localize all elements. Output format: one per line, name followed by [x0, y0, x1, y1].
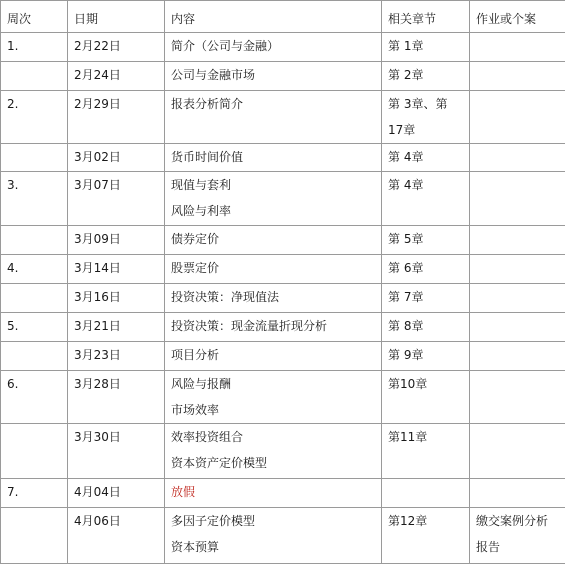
chapter-line: 第10章: [388, 377, 428, 391]
week-label: [7, 424, 67, 450]
date-cell: [68, 172, 165, 226]
content-line: 现值与套利: [171, 178, 232, 192]
chapter-cell: [382, 479, 470, 508]
homework-cell: [470, 424, 565, 479]
week-cell: [1, 342, 68, 371]
week-label: 3.: [7, 178, 19, 192]
content-line: 股票定价: [171, 261, 220, 275]
homework-cell: [470, 226, 565, 255]
table-row: [1, 33, 565, 62]
chapter-cell: [382, 144, 470, 172]
table-row: [1, 508, 565, 564]
date-label: 4月04日: [74, 485, 121, 499]
table-row: [1, 371, 565, 424]
homework-line: 报告: [476, 540, 501, 554]
week-label: [7, 62, 67, 88]
homework-cell: [470, 284, 565, 313]
content-cell: [165, 172, 382, 226]
week-label: 4.: [7, 261, 19, 275]
date-cell: [68, 284, 165, 313]
table-row: [1, 342, 565, 371]
content-cell: [165, 479, 382, 508]
table-row: [1, 424, 565, 479]
content-cell: [165, 62, 382, 91]
chapter-cell: [382, 172, 470, 226]
date-label: 3月28日: [74, 377, 121, 391]
chapter-line: 第 6章: [388, 261, 424, 275]
table-row: [1, 313, 565, 342]
content-line: 效率投资组合: [171, 430, 244, 444]
date-cell: [68, 424, 165, 479]
week-label: [7, 284, 67, 310]
date-label: 3月07日: [74, 178, 121, 192]
chapter-line: 第 9章: [388, 348, 424, 362]
chapter-line: 第 4章: [388, 178, 424, 192]
chapter-cell: [382, 91, 470, 144]
header-content: 内容: [165, 1, 382, 33]
chapter-cell: [382, 424, 470, 479]
date-label: 3月23日: [74, 348, 121, 362]
table-row: [1, 284, 565, 313]
table-row: [1, 91, 565, 144]
week-cell: [1, 255, 68, 284]
date-cell: [68, 371, 165, 424]
content-cell: [165, 313, 382, 342]
homework-cell: [470, 508, 565, 564]
week-label: 1.: [7, 39, 19, 53]
date-cell: [68, 62, 165, 91]
chapter-cell: [382, 226, 470, 255]
chapter-line: 第 8章: [388, 319, 424, 333]
week-cell: [1, 172, 68, 226]
chapter-line: 第12章: [388, 514, 428, 528]
date-label: 3月16日: [74, 290, 121, 304]
table-row: [1, 226, 565, 255]
header-homework: 作业或个案: [470, 1, 565, 33]
week-cell: [1, 479, 68, 508]
date-cell: [68, 479, 165, 508]
content-line: 资本资产定价模型: [171, 456, 268, 470]
week-label: [7, 144, 67, 170]
content-line: 项目分析: [171, 348, 220, 362]
week-label: [7, 342, 67, 368]
week-cell: [1, 371, 68, 424]
chapter-line: 第 2章: [388, 68, 424, 82]
week-label: 2.: [7, 97, 19, 111]
week-label: [7, 226, 67, 252]
homework-cell: [470, 342, 565, 371]
content-line: 市场效率: [171, 403, 220, 417]
chapter-line: 第11章: [388, 430, 428, 444]
content-line: 货币时间价值: [171, 150, 244, 164]
week-cell: [1, 62, 68, 91]
week-label: 6.: [7, 377, 19, 391]
content-cell: [165, 508, 382, 564]
chapter-cell: [382, 33, 470, 62]
homework-cell: [470, 255, 565, 284]
content-cell: [165, 33, 382, 62]
chapter-cell: [382, 313, 470, 342]
content-line: 简介（公司与金融）: [171, 39, 280, 53]
date-cell: [68, 144, 165, 172]
table-header: [1, 1, 565, 33]
content-line: 债券定价: [171, 232, 220, 246]
content-cell: [165, 144, 382, 172]
week-cell: [1, 284, 68, 313]
content-cell: [165, 284, 382, 313]
date-label: 2月24日: [74, 68, 121, 82]
content-cell: [165, 424, 382, 479]
date-cell: [68, 33, 165, 62]
chapter-cell: [382, 62, 470, 91]
week-label: 7.: [7, 485, 19, 499]
date-label: 4月06日: [74, 514, 121, 528]
week-cell: [1, 226, 68, 255]
date-label: 3月14日: [74, 261, 121, 275]
week-cell: [1, 91, 68, 144]
homework-line: 缴交案例分析: [476, 514, 549, 528]
chapter-line: 第 3章、第: [388, 97, 448, 111]
content-line: 放假: [171, 485, 196, 499]
content-cell: [165, 226, 382, 255]
table-row: [1, 62, 565, 91]
date-cell: [68, 226, 165, 255]
chapter-cell: [382, 284, 470, 313]
homework-cell: [470, 91, 565, 144]
week-cell: [1, 144, 68, 172]
week-cell: [1, 33, 68, 62]
chapter-cell: [382, 342, 470, 371]
date-label: 2月22日: [74, 39, 121, 53]
header-week: 周次: [1, 1, 68, 33]
chapter-cell: [382, 255, 470, 284]
date-label: 2月29日: [74, 97, 121, 111]
content-line: 投资决策：现金流量折现分析: [171, 319, 328, 333]
table-body: [1, 33, 565, 564]
homework-cell: [470, 371, 565, 424]
week-cell: [1, 424, 68, 479]
table-row: [1, 172, 565, 226]
header-date: 日期: [68, 1, 165, 33]
chapter-line: 第 5章: [388, 232, 424, 246]
homework-cell: [470, 479, 565, 508]
content-cell: [165, 371, 382, 424]
week-cell: [1, 313, 68, 342]
content-cell: [165, 91, 382, 144]
date-cell: [68, 313, 165, 342]
content-line: 公司与金融市场: [171, 68, 256, 82]
table-row: [1, 479, 565, 508]
chapter-cell: [382, 371, 470, 424]
week-cell: [1, 508, 68, 564]
homework-cell: [470, 313, 565, 342]
date-cell: [68, 255, 165, 284]
table-row: [1, 255, 565, 284]
table-row: [1, 144, 565, 172]
homework-cell: [470, 62, 565, 91]
content-line: 报表分析简介: [171, 97, 244, 111]
date-label: 3月09日: [74, 232, 121, 246]
date-label: 3月21日: [74, 319, 121, 333]
header-row: [1, 1, 565, 33]
content-line: 资本预算: [171, 540, 220, 554]
date-cell: [68, 91, 165, 144]
date-cell: [68, 342, 165, 371]
date-cell: [68, 508, 165, 564]
content-line: 多因子定价模型: [171, 514, 256, 528]
content-cell: [165, 342, 382, 371]
content-line: 风险与报酬: [171, 377, 232, 391]
content-line: 风险与利率: [171, 204, 232, 218]
homework-cell: [470, 33, 565, 62]
week-label: 5.: [7, 319, 19, 333]
week-label: [7, 508, 67, 534]
header-chapter: 相关章节: [382, 1, 470, 33]
chapter-line: 第 4章: [388, 150, 424, 164]
date-label: 3月30日: [74, 430, 121, 444]
content-cell: [165, 255, 382, 284]
homework-cell: [470, 172, 565, 226]
date-label: 3月02日: [74, 150, 121, 164]
content-line: 投资决策：净现值法: [171, 290, 280, 304]
homework-cell: [470, 144, 565, 172]
chapter-line: 17章: [388, 123, 416, 137]
chapter-cell: [382, 508, 470, 564]
chapter-line: 第 7章: [388, 290, 424, 304]
chapter-line: 第 1章: [388, 39, 424, 53]
